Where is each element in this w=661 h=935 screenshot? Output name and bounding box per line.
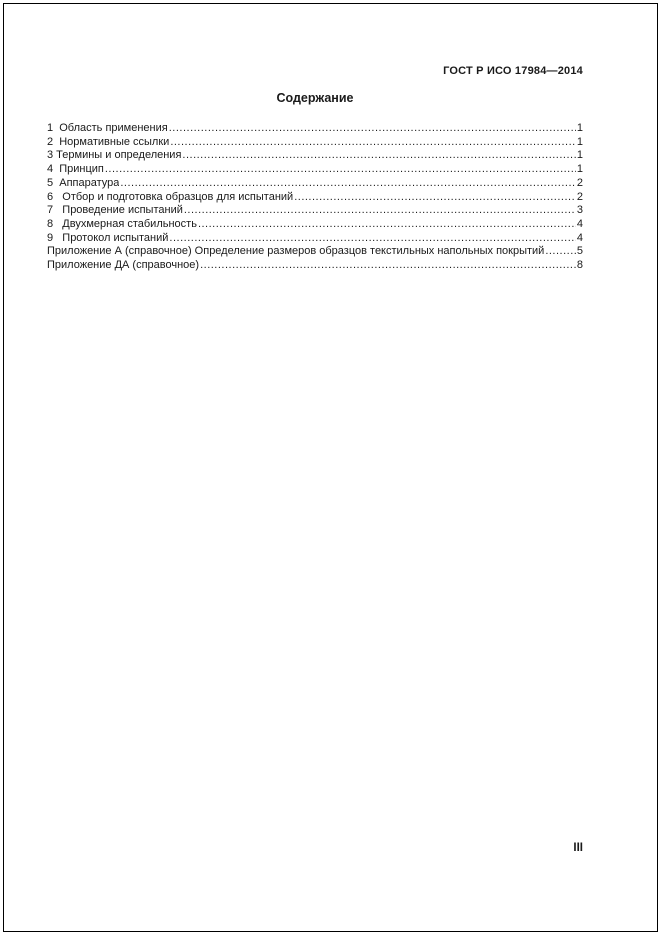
toc-entry-page: 1 [576,149,583,162]
dot-leader [200,259,576,273]
toc-entry-title: 9 Протокол испытаний [47,231,169,244]
document-standard-code: ГОСТ Р ИСО 17984—2014 [443,65,583,77]
toc-entry-page: 1 [576,163,583,176]
toc-entry-page: 1 [576,135,583,148]
toc-entry [47,204,583,218]
dot-leader [170,136,576,150]
dot-leader [545,245,576,259]
toc-entry-title: 2 Нормативные ссылки [47,135,170,148]
dot-leader [184,204,576,218]
toc-entry [47,191,583,205]
toc-entry-page: 2 [576,176,583,189]
toc-entry [47,122,583,136]
toc-entry-page: 4 [576,231,583,244]
page-title: Содержание [276,91,354,105]
toc-entry [47,177,583,191]
toc-entry-title: 8 Двухмерная стабильность [47,217,197,230]
toc-entry-title: 5 Аппаратура [47,176,120,189]
toc-entry [47,149,583,163]
table-of-contents [47,122,583,273]
dot-leader [198,218,576,232]
toc-entry-title: Приложение ДА (справочное) [47,259,200,272]
toc-entry-page: 5 [576,245,583,258]
toc-entry-page: 2 [576,190,583,203]
toc-entry [47,163,583,177]
dot-leader [182,149,575,163]
toc-entry-title: 4 Принцип [47,163,104,176]
toc-entry-title: 3 Термины и определения [47,149,182,162]
toc-entry [47,245,583,259]
page-number: III [573,842,583,854]
dot-leader [169,232,575,246]
toc-entry-page: 1 [576,122,583,134]
toc-entry-title: 6 Отбор и подготовка образцов для испытаний [47,190,294,203]
dot-leader [120,177,576,191]
toc-entry [47,259,583,273]
toc-entry-page: 3 [576,204,583,217]
toc-entry [47,218,583,232]
toc-entry [47,136,583,150]
dot-leader [294,191,576,205]
toc-entry-title: 7 Проведение испытаний [47,204,183,217]
toc-entry-page: 4 [576,217,583,230]
toc-entry [47,232,583,246]
toc-entry-title: Приложение А (справочное) Определение размеров образцов текстильных напольных покрытий [47,245,545,258]
toc-entry-page: 8 [576,259,583,272]
toc-entry-title: 1 Область применения [47,122,168,134]
dot-leader [105,163,576,177]
document-page [3,3,658,932]
dot-leader [169,122,576,136]
